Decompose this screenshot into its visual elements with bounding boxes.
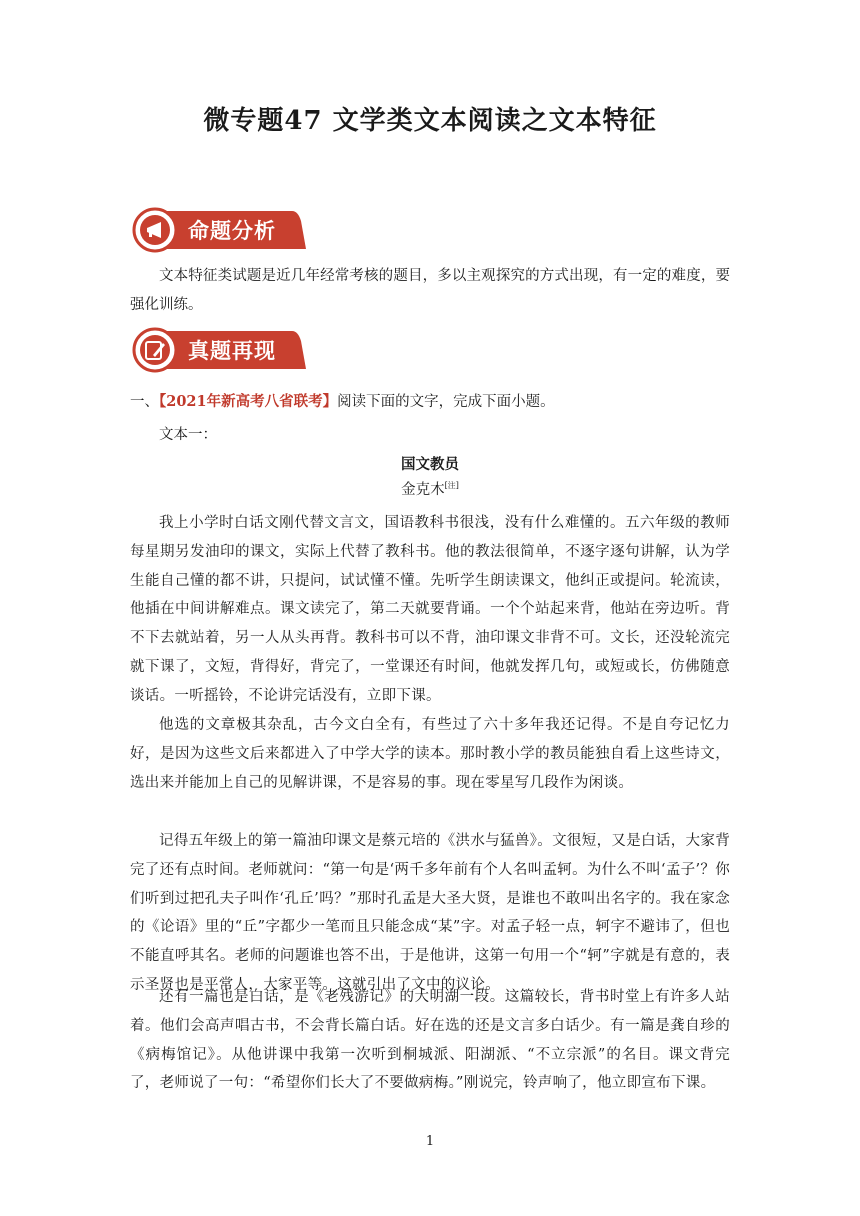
author-note: [注] bbox=[444, 481, 459, 490]
question-instruction: 阅读下面的文字，完成下面小题。 bbox=[337, 394, 555, 410]
page-title: 微专题47 文学类文本阅读之文本特征 bbox=[203, 106, 657, 136]
article-paragraph: 我上小学时白话文刚代替文言文，国语教科书很浅，没有什么难懂的。五六年级的教师每星期另发油印的课文，实际上代替了教科书。他的教法很简单，不逐字逐句讲解，认为学生能自己懂的都不讲，只提问，试试懂不懂。先听学生朗读课文，他纠正或提问。轮流读，他插在中间讲解难点。课文读完了，第二天就要背诵。一个个站起来背，他站在旁边听。背不下去就站着，另一人从头再背。教科书可以不背，油印课文非背不可。文长，还没轮流完就下课了，文短，背得好，背完了，一堂课还有时间，他就发挥几句，或短或长，仿佛随意谈话。一听摇铃，不论讲完话没有，立即下课。 bbox=[130, 515, 730, 704]
page-number: 1 bbox=[425, 1134, 435, 1149]
edit-pencil-icon bbox=[134, 329, 176, 371]
article-paragraph: 记得五年级上的第一篇油印课文是蔡元培的《洪水与猛兽》。文很短，又是白话，大家背完了还有点时间。老师就问：“第一句是‘两千多年前有个人名叫孟轲。为什么不叫‘孟子’？你们听到过把孔夫子叫作‘孔丘’吗？”那时孔孟是大圣大贤，是谁也不敢叫出名字的。我在家念的《论语》里的“丘”字都少一笔而且只能念成“某”字。对孟子轻一点，轲字不避讳了，但也不能直呼其名。老师的问题谁也答不出，于是他讲，这第一句用一个“轲”字就是有意的，表示圣贤也是平常人，大家平等。这就引出了文中的议论。 bbox=[130, 833, 730, 993]
article-paragraph: 还有一篇也是白话，是《老残游记》的大明湖一段。这篇较长，背书时堂上有许多人站着。他们会高声唱古书，不会背长篇白话。好在选的还是文言多白话少。有一篇是龚自珍的《病梅馆记》。从他讲课中我第一次听到桐城派、阳湖派、“不立宗派”的名目。课文背完了，老师说了一句：“希望你们长大了不要做病梅。”刚说完，铃声响了，他立即宣布下课。 bbox=[130, 989, 730, 1092]
question-source: 【2021年新高考八省联考】 bbox=[159, 393, 338, 410]
question-line bbox=[130, 390, 555, 411]
article-author bbox=[0, 478, 860, 499]
analysis-text: 文本特征类试题是近几年经常考核的题目，多以主观探究的方式出现，有一定的难度，要强化训练。 bbox=[130, 268, 730, 313]
question-prefix: 一、 bbox=[130, 394, 159, 410]
real-questions-banner-label: 真题再现 bbox=[188, 339, 276, 363]
analysis-banner-label: 命题分析 bbox=[188, 219, 276, 243]
article-paragraph: 他选的文章极其杂乱，古今文白全有，有些过了六十多年我还记得。不是自夸记忆力好，是因为这些文后来都进入了中学大学的读本。那时教小学的教员能独自看上这些诗文，选出来并能加上自己的见解讲课，不是容易的事。现在零星写几段作为闲谈。 bbox=[130, 717, 730, 791]
analysis-banner bbox=[132, 207, 307, 253]
text-label: 文本一： bbox=[159, 427, 217, 443]
megaphone-icon bbox=[134, 209, 176, 251]
article-title: 国文教员 bbox=[401, 456, 459, 473]
real-questions-banner bbox=[132, 327, 307, 373]
author-name: 金克木 bbox=[401, 482, 445, 498]
